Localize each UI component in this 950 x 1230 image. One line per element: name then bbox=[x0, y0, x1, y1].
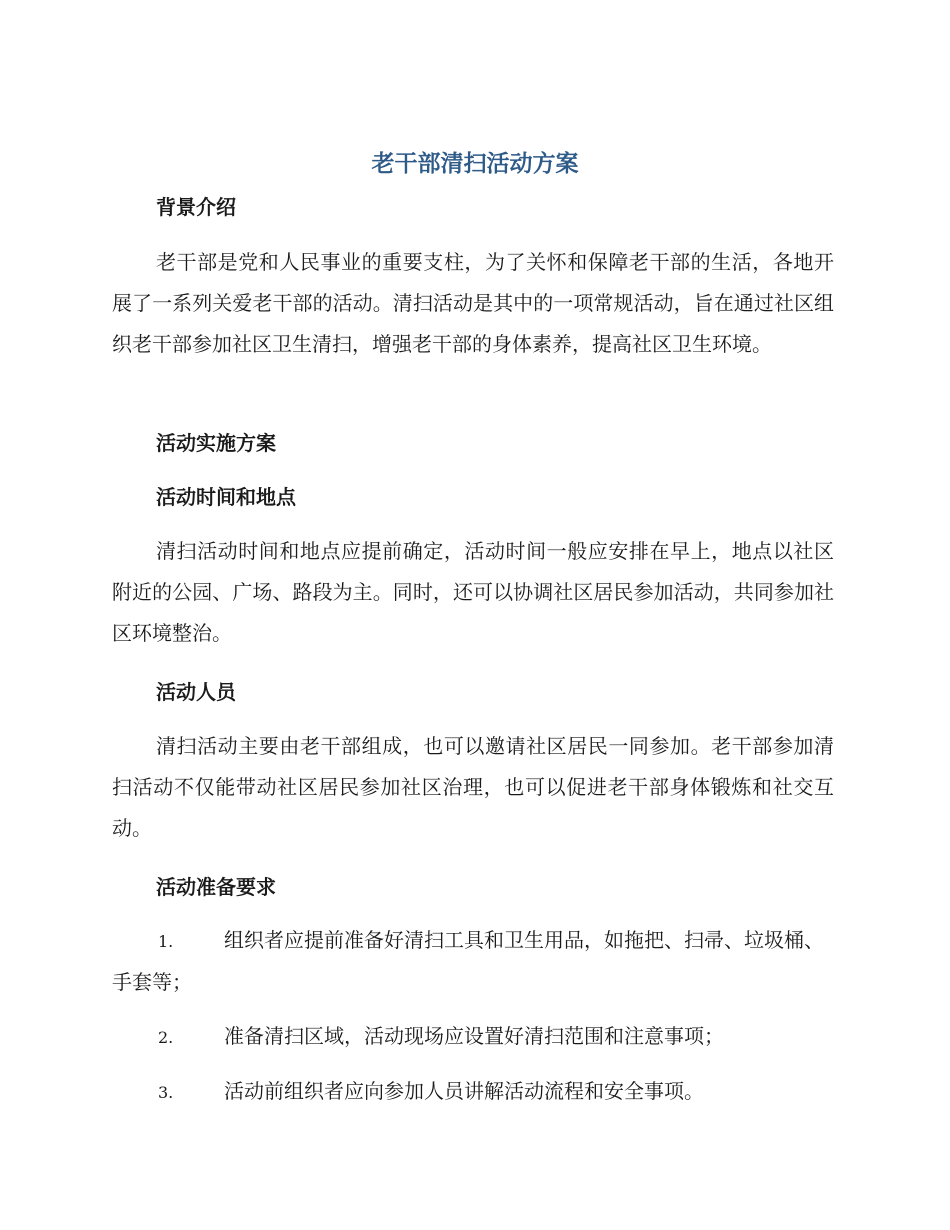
list-item bbox=[112, 920, 834, 1003]
list-item bbox=[112, 1071, 834, 1113]
heading-people: 活动人员 bbox=[156, 680, 236, 704]
heading-prep: 活动准备要求 bbox=[156, 875, 276, 899]
heading-plan: 活动实施方案 bbox=[156, 431, 276, 455]
list-item-text: 活动前组织者应向参加人员讲解活动流程和安全事项。 bbox=[224, 1079, 704, 1103]
list-item-text: 组织者应提前准备好清扫工具和卫生用品，如拖把、扫帚、垃圾桶、手套等； bbox=[112, 928, 824, 994]
list-item bbox=[112, 1016, 834, 1058]
heading-time-place: 活动时间和地点 bbox=[156, 485, 296, 509]
list-item-number: 1. bbox=[158, 932, 174, 951]
list-item-number: 2. bbox=[158, 1028, 174, 1047]
document-title: 老干部清扫活动方案 bbox=[371, 151, 579, 177]
paragraph-time-place: 清扫活动时间和地点应提前确定，活动时间一般应安排在早上，地点以社区附近的公园、广场、路段为主。同时，还可以协调社区居民参加活动，共同参加社区环境整治。 bbox=[112, 539, 834, 645]
paragraph-background: 老干部是党和人民事业的重要支柱，为了关怀和保障老干部的生活，各地开展了一系列关爱老干部的活动。清扫活动是其中的一项常规活动，旨在通过社区组织老干部参加社区卫生清扫，增强老干部的身体素养，提高社区卫生环境。 bbox=[112, 250, 834, 356]
list-item-text: 准备清扫区域，活动现场应设置好清扫范围和注意事项； bbox=[224, 1024, 724, 1048]
list-item-number: 3. bbox=[158, 1083, 174, 1102]
paragraph-people: 清扫活动主要由老干部组成，也可以邀请社区居民一同参加。老干部参加清扫活动不仅能带动社区居民参加社区治理，也可以促进老干部身体锻炼和社交互动。 bbox=[112, 734, 834, 840]
heading-background: 背景介绍 bbox=[156, 195, 236, 219]
